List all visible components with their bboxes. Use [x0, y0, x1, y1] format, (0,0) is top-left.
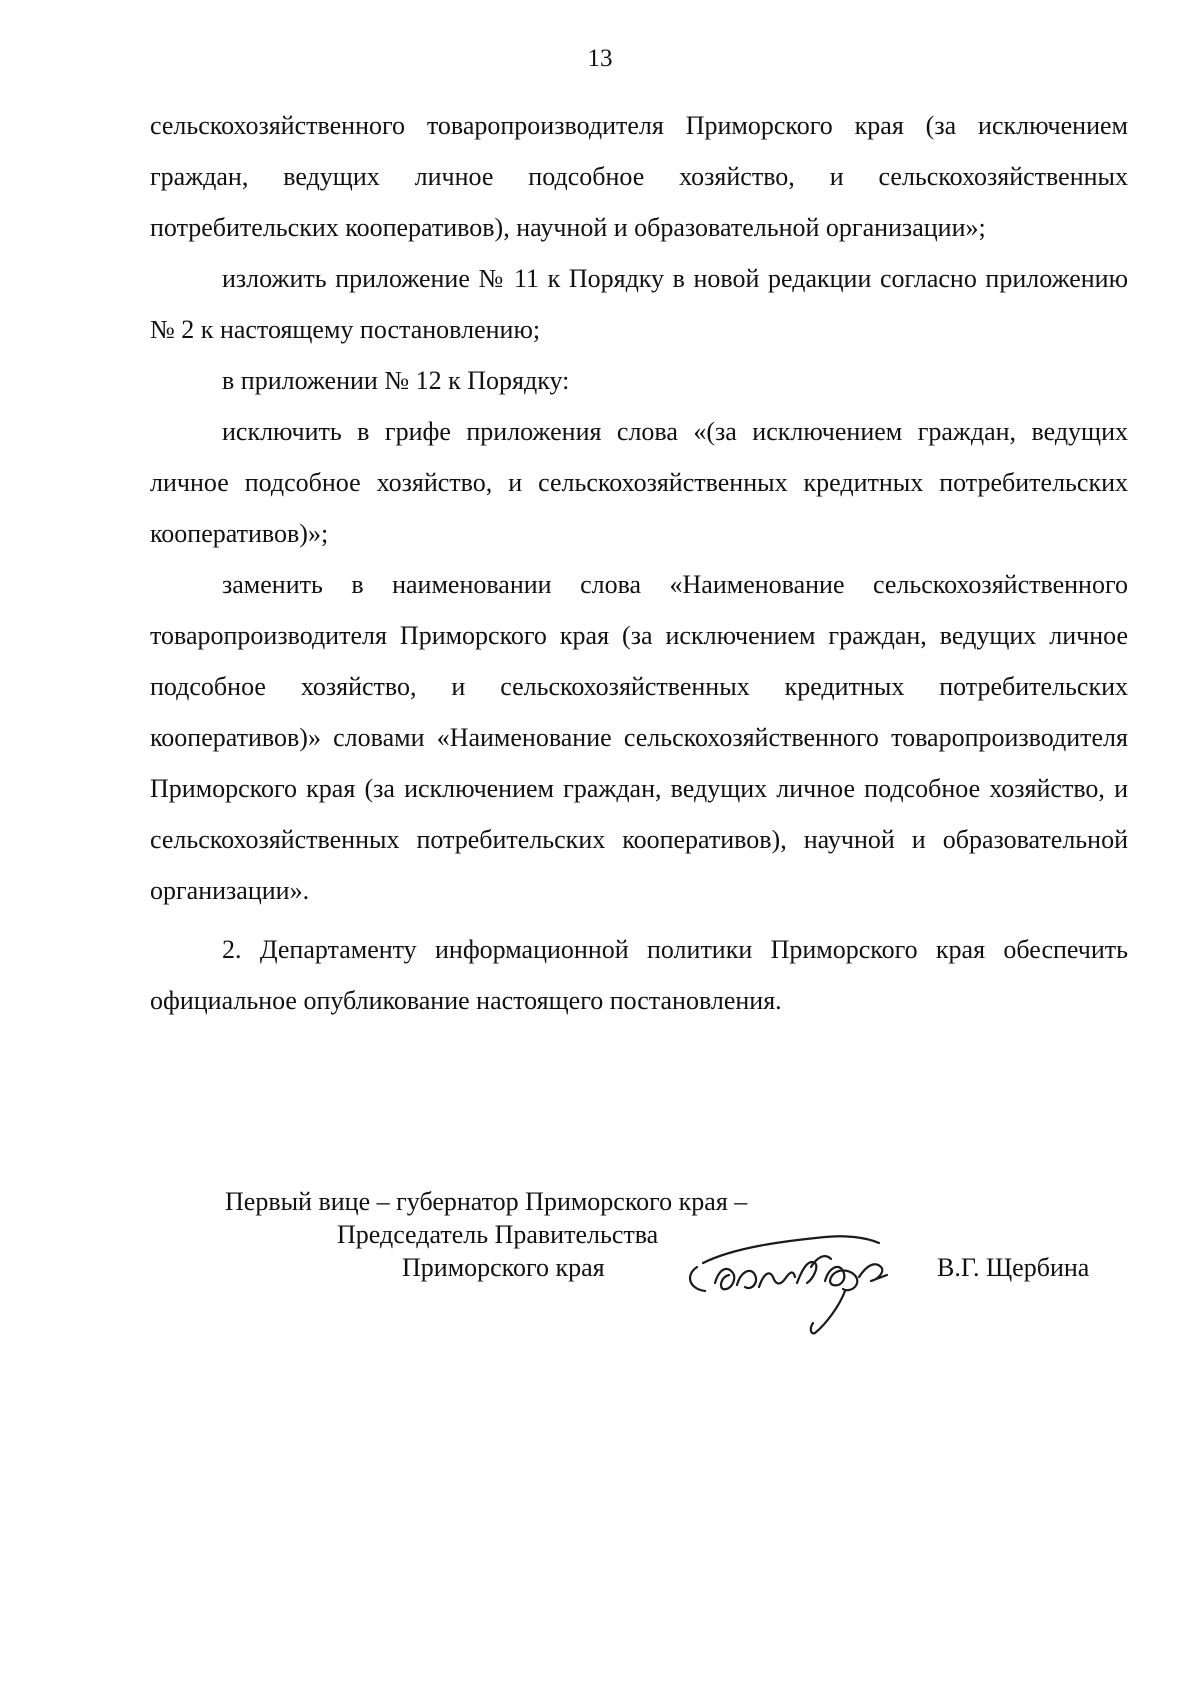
document-body — [150, 100, 1128, 1026]
signatory-title-line-3: Приморского края — [402, 1253, 605, 1282]
paragraph-item-2: 2. Департаменту информационной политики Приморского края обеспечить официальное опубликование настоящего постановления. — [150, 935, 1128, 1015]
page-number: 13 — [587, 45, 613, 72]
signatory-name: В.Г. Щербина — [937, 1253, 1090, 1282]
signature-block — [0, 1185, 1200, 1305]
signatory-title-line-1: Первый вице – губернатор Приморского края – — [225, 1187, 748, 1216]
paragraph-replace-words: заменить в наименовании слова «Наименование сельскохозяйственного товаропроизводителя Приморского края (за исключением граждан, ведущих личное подсобное хозяйство, и сельскохозяйственных кредитных потребительских кооперативов)» словами «Наименование сельскохозяйственного товаропроизводителя Приморского края (за исключением граждан, ведущих личное подсобное хозяйство, и сельскохозяйственных потребительских кооперативов), научной и образовательной организации». — [150, 570, 1128, 905]
paragraph-exclude-words: исключить в грифе приложения слова «(за исключением граждан, ведущих личное подсобное хозяйство, и сельскохозяйственных кредитных потребительских кооперативов)»; — [150, 417, 1128, 548]
paragraph-continuation: сельскохозяйственного товаропроизводителя Приморского края (за исключением граждан, ведущих личное подсобное хозяйство, и сельскохозяйственных потребительских кооперативов), научной и образовательной организации»; — [150, 111, 1128, 242]
handwritten-signature — [675, 1207, 925, 1337]
paragraph-appendix-12-heading: в приложении № 12 к Порядку: — [222, 366, 570, 395]
paragraph-appendix-11: изложить приложение № 11 к Порядку в новой редакции согласно приложению № 2 к настоящему постановлению; — [150, 264, 1128, 344]
signatory-title-line-2: Председатель Правительства — [337, 1220, 659, 1249]
